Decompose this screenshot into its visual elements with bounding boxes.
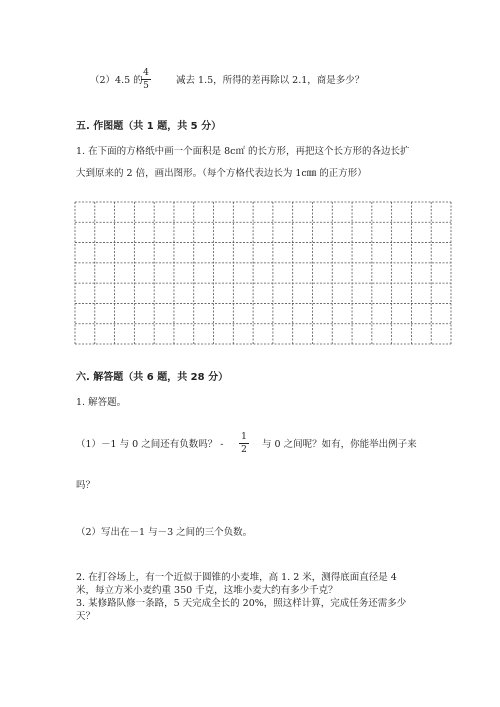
section-6-question-2-line-2: 米，每立方米小麦约重 350 千克，这堆小麦大约有多少千克？ bbox=[76, 585, 338, 596]
section-5-heading: 五. 作图题（共 1 题，共 5 分） bbox=[76, 121, 222, 132]
sub-question-1-part-a: （1）－1 与 0 之间还有负数吗？ - bbox=[76, 439, 224, 450]
sub-question-1-part-b: 与 0 之间呢？如有，你能举出例子来 bbox=[262, 439, 417, 450]
section-5-question-1-line-1: 1. 在下面的方格纸中画一个面积是 8c㎡ 的长方形，再把这个长方形的各边长扩 bbox=[76, 146, 410, 157]
section-6-question-1: 1. 解答题。 bbox=[76, 397, 127, 408]
section-6-question-2-line-1: 2. 在打谷场上，有一个近似于圆锥的小麦堆，高 1. 2 米，测得底面直径是 4 bbox=[76, 572, 397, 583]
fraction-denominator: 5 bbox=[143, 81, 149, 91]
section-6-question-3-line-1: 3. 某修路队修一条路，5 天完成全长的 20%，照这样计算，完成任务还需多少 bbox=[76, 598, 407, 609]
fraction-bar bbox=[141, 79, 151, 80]
fraction-bar bbox=[239, 443, 249, 444]
exercise-2-suffix: 减去 1.5，所得的差再除以 2.1，商是多少？ bbox=[176, 75, 365, 86]
exercise-2-prefix: （2）4.5 的 bbox=[90, 75, 143, 86]
section-6-question-3-line-2: 天？ bbox=[76, 611, 96, 622]
section-6-heading: 六. 解答题（共 6 题，共 28 分） bbox=[76, 372, 229, 383]
fraction-one-half bbox=[238, 432, 250, 455]
fraction-four-fifths bbox=[140, 68, 152, 91]
sub-question-2: （2）写出在－1 与－3 之间的三个负数。 bbox=[76, 527, 253, 538]
fraction-numerator: 1 bbox=[241, 432, 247, 442]
fraction-numerator: 4 bbox=[143, 68, 149, 78]
section-5-question-1-line-2: 大到原来的 2 倍，画出图形。（每个方格代表边长为 1c㎜ 的正方形） bbox=[76, 168, 367, 179]
square-grid-paper[interactable] bbox=[74, 201, 452, 345]
fraction-denominator: 2 bbox=[241, 445, 247, 455]
sub-question-1-part-c: 吗？ bbox=[76, 480, 96, 491]
